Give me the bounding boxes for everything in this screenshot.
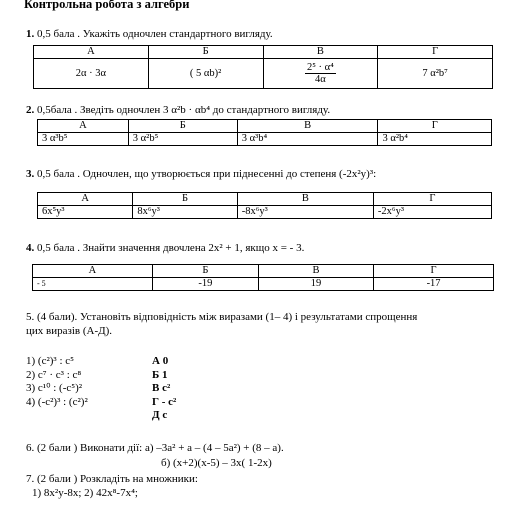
question-6-line-1: 6. (2 бали ) Виконати дії: а) –3a² + a – (4 – 5a²) + (8 – a). [26,442,284,454]
q4-header-b: Б [152,265,258,278]
q4-header-c: В [258,265,373,278]
q1-option-c-denominator: 4α [314,74,326,85]
question-4 [26,242,304,254]
q3-header-a: А [38,193,133,206]
question-5-answers [152,355,176,423]
question-1-text: 0,5 бала . Укажіть одночлен стандартного вигляду. [37,28,273,40]
q1-option-b: ( 5 αb)² [148,59,263,89]
q2-header-d: Г [378,120,492,133]
question-3-table [37,192,492,219]
q3-option-c: -8x⁶y³ [237,206,373,219]
q3-option-b: 8x⁶y³ [133,206,237,219]
q2-header-a: А [38,120,129,133]
q4-option-a: - 5 [33,278,153,291]
q4-option-b: -19 [152,278,258,291]
q1-option-d: 7 α²b⁷ [378,59,493,89]
q4-option-c: 19 [258,278,373,291]
q1-header-c: В [263,46,378,59]
question-4-number: 4. [26,242,35,254]
expression-item-4: 4) (-c²)³ : (c²)² [26,395,88,408]
question-6-line-2: б) (x+2)(x-5) – 3x( 1-2x) [161,457,272,469]
q4-header-a: А [33,265,153,278]
expression-item-3: 3) c¹⁰ : (-c⁵)² [26,382,83,394]
q1-option-c-fraction [305,62,336,85]
answer-item-b: Б 1 [152,368,168,381]
q3-header-b: Б [133,193,237,206]
question-1-number: 1. [26,28,35,40]
q2-option-c: 3 α³b⁴ [237,133,378,146]
question-7-line-1: 7. (2 бали ) Розкладіть на множники: [26,473,198,485]
q2-option-b: 3 α²b⁵ [128,133,237,146]
q3-option-d: -2x⁶y³ [373,206,491,219]
page-title: Контрольна робота з алгебри [24,0,190,11]
q1-header-d: Г [378,46,493,59]
q4-header-d: Г [374,265,494,278]
answer-item-e: Д c [152,409,168,421]
question-3-text: 0,5 бала . Одночлен, що утворюється при піднесенні до степеня (-2x²y)³: [37,168,377,180]
answer-item-a: А 0 [152,355,169,367]
question-5-expressions [26,355,88,409]
question-1-table [33,45,493,89]
q3-option-a: 6x⁵y³ [38,206,133,219]
q1-option-c-numerator: 2⁵ · α⁴ [306,62,334,73]
answer-item-c: В c² [152,382,171,394]
question-3 [26,168,376,180]
q2-header-c: В [237,120,378,133]
question-5-line-2: цих виразів (А-Д). [26,325,113,337]
question-2-number: 2. [26,104,35,116]
q3-header-d: Г [373,193,491,206]
question-3-number: 3. [26,168,35,180]
question-2-text: 0,5бала . Зведіть одночлен 3 α²b · αb⁴ до стандартного вигляду. [37,104,331,116]
q1-header-b: Б [148,46,263,59]
question-1 [26,28,273,40]
q1-option-c [263,59,378,89]
question-4-table [32,264,494,291]
question-5-line-1: 5. (4 бали). Установіть відповідність між виразами (1– 4) і результатами спрощення [26,311,418,323]
q2-header-b: Б [128,120,237,133]
question-4-text: 0,5 бала . Знайти значення двочлена 2x² + 1, якщо x = - 3. [37,242,305,254]
question-2-table [37,119,492,146]
q2-option-d: 3 α²b⁴ [378,133,492,146]
expression-item-1: 1) (c²)³ : c⁵ [26,355,74,367]
question-2 [26,104,330,116]
q1-option-a: 2α · 3α [34,59,149,89]
question-7-line-2: 1) 8x²y-8x; 2) 42x⁸-7x⁴; [32,487,138,499]
q1-header-a: А [34,46,149,59]
answer-item-d: Г - c² [152,395,177,408]
q2-option-a: 3 α³b⁵ [38,133,129,146]
q3-header-c: В [237,193,373,206]
q4-option-d: -17 [374,278,494,291]
expression-item-2: 2) c⁷ · c³ : c⁸ [26,368,82,381]
